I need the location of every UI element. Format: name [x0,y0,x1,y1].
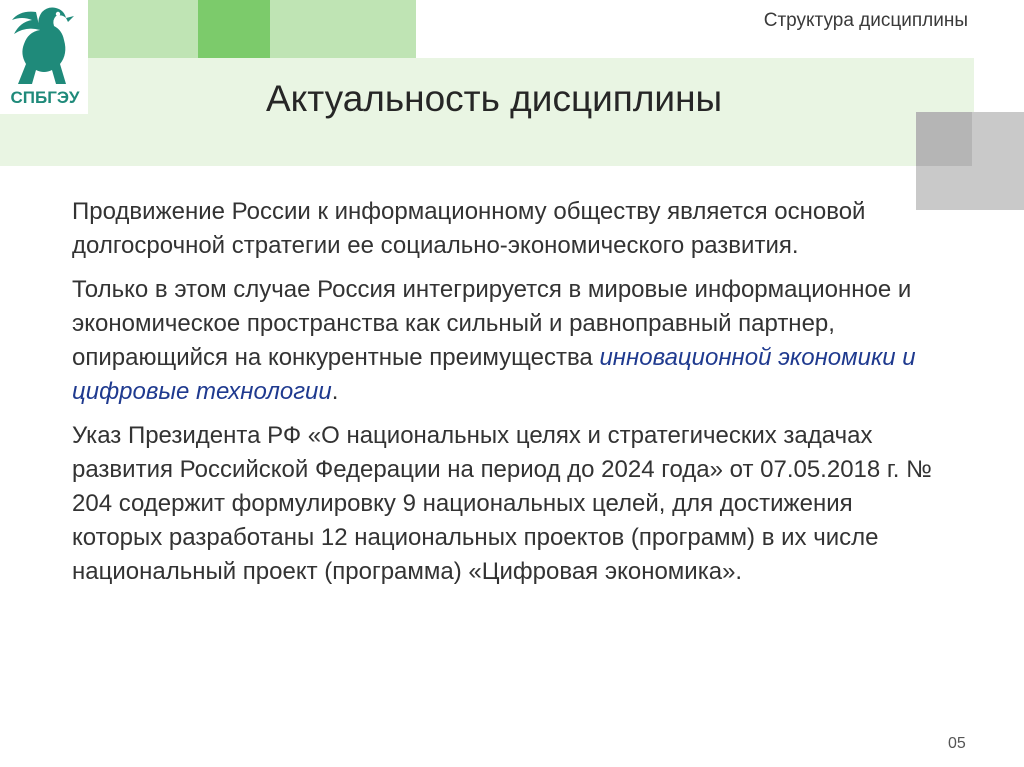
griffin-logo-icon [6,4,82,88]
paragraph-text: Только в этом случае Россия интегрируется в мировые информационное и экономическое пространства как сильный и равноправный партнер, опирающийся на конкурентные преимущества [72,276,912,371]
logo-text: СПБГЭУ [10,88,80,107]
section-title: Структура дисциплины [763,10,968,31]
decor-square [270,0,416,58]
paragraph [72,273,932,409]
highlighted-text: инновационной экономики и цифровые технологии [72,344,916,405]
paragraph: Указ Президента РФ «О национальных целях и стратегических задачах развития Российской Федерации на период до 2024 года» от 07.05.2018 г. № 204 содержит формулировку 9 национальных целей, для достижения которых разработаны 12 национальных проектов (программ) в их числе национальный проект (программа) «Цифровая экономика». [72,422,932,585]
decor-square [198,0,270,58]
decor-square [88,0,198,58]
slide-content [72,195,932,599]
decor-square-grey [916,112,972,166]
page-number: 05 [948,735,966,752]
paragraph: Продвижение России к информационному обществу является основой долгосрочной стратегии ее социально-экономического развития. [72,198,866,259]
paragraph-text: . [331,378,339,405]
university-logo [0,0,88,114]
slide-title: Актуальность дисциплины [266,78,723,119]
